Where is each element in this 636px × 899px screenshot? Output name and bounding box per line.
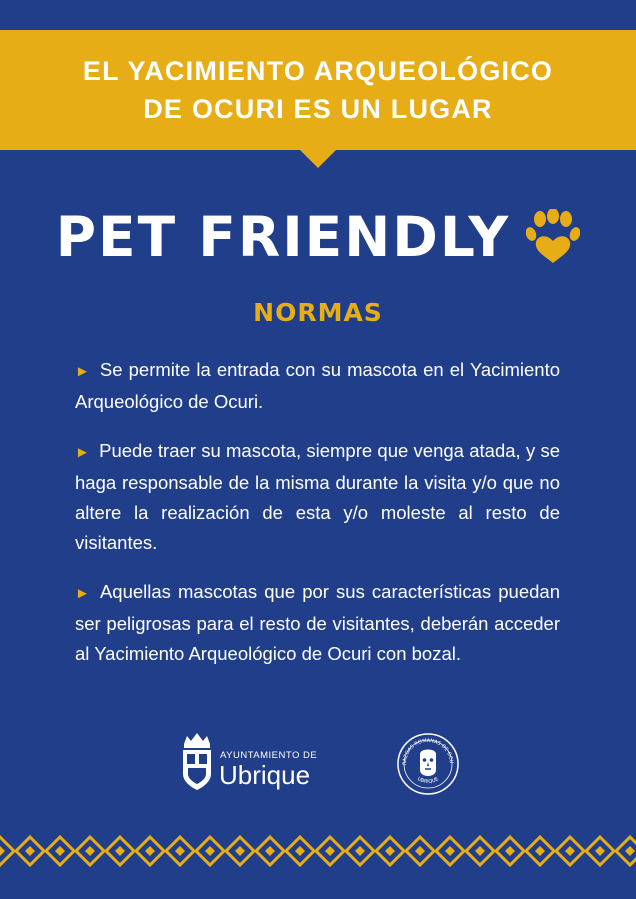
border-dot	[25, 846, 35, 856]
border-dot	[145, 846, 155, 856]
border-dot	[175, 846, 185, 856]
border-dot	[205, 846, 215, 856]
border-dot	[115, 846, 125, 856]
border-dot	[445, 846, 455, 856]
border-dot	[505, 846, 515, 856]
rule-item	[75, 577, 560, 669]
border-dot	[415, 846, 425, 856]
banner-pointer	[300, 150, 336, 168]
coat-of-arms-icon	[178, 730, 216, 794]
triangle-bullet-icon: ►	[75, 363, 90, 380]
border-dot	[625, 846, 635, 856]
normas-heading: NORMAS	[253, 298, 383, 327]
title-row	[0, 202, 636, 272]
ubrique-label: Ubrique	[219, 760, 311, 790]
border-dot	[85, 846, 95, 856]
ayuntamiento-label: AYUNTAMIENTO DE	[220, 750, 318, 761]
ayuntamiento-logo	[178, 730, 328, 800]
rule-item	[75, 355, 560, 417]
page-title: PET FRIENDLY	[55, 205, 511, 269]
border-dot	[235, 846, 245, 856]
paw-icon	[526, 209, 580, 265]
decorative-border	[0, 832, 636, 870]
seal-text-top: RAZGAS ROMANAS DE OCU	[401, 737, 455, 766]
banner-line-2: DE OCURI ES UN LUGAR	[143, 94, 493, 124]
rule-text: Aquellas mascotas que por sus características puedan ser peligrosas para el resto de visitantes, deberán acceder al Yacimiento Arqueológico de Ocuri con bozal.	[75, 581, 560, 664]
seal-text-bottom: UBRIQUE	[416, 776, 440, 785]
border-dot	[55, 846, 65, 856]
rule-text: Se permite la entrada con su mascota en el Yacimiento Arqueológico de Ocuri.	[75, 359, 560, 412]
border-dot	[565, 846, 575, 856]
border-dot	[355, 846, 365, 856]
rules-list	[75, 355, 560, 688]
border-dot	[475, 846, 485, 856]
border-dot	[0, 846, 5, 856]
border-dot	[265, 846, 275, 856]
border-dot	[535, 846, 545, 856]
border-dot	[595, 846, 605, 856]
rule-text: Puede traer su mascota, siempre que venga atada, y se haga responsable de la misma durante la visita y/o que no altere la realización de esta y/o moleste al resto de visitantes.	[75, 440, 561, 553]
triangle-bullet-icon: ►	[75, 585, 90, 602]
triangle-bullet-icon: ►	[75, 444, 90, 461]
circular-seal-icon	[396, 732, 460, 796]
rule-item	[75, 436, 560, 558]
svg-text:UBRIQUE	[416, 776, 440, 785]
border-dot	[295, 846, 305, 856]
header-banner	[0, 30, 636, 150]
banner-line-1: EL YACIMIENTO ARQUEOLÓGICO	[82, 56, 554, 86]
border-dot	[385, 846, 395, 856]
border-dot	[325, 846, 335, 856]
